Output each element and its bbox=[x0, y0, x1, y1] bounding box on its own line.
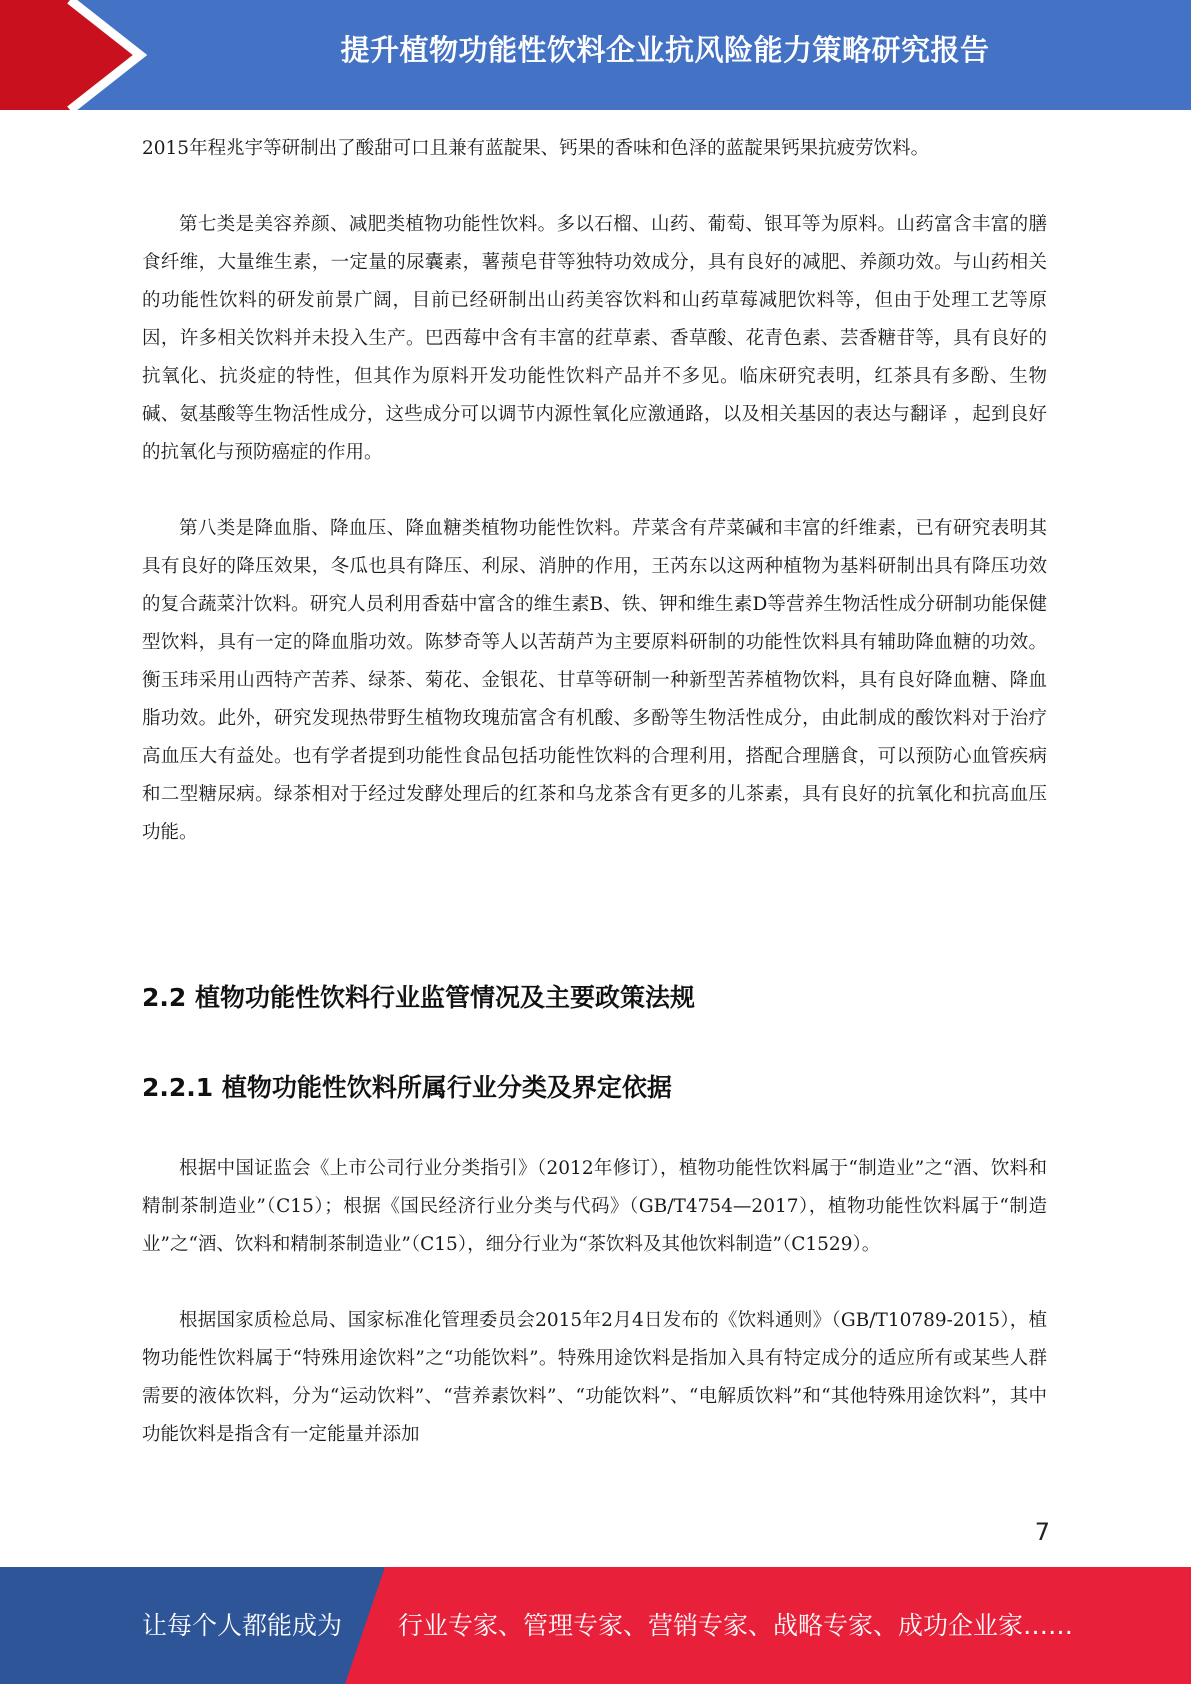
paragraph-category-7: 第七类是美容养颜、减肥类植物功能性饮料。多以石榴、山药、葡萄、银耳等为原料。山药富含丰富的膳食纤维，大量维生素，一定量的尿囊素，薯蓣皂苷等独特功效成分，具有良好的减肥、养颜功效。与山药相关的功能性饮料的研发前景广阔，目前已经研制出山药美容饮料和山药草莓减肥饮料等，但由于处理工艺等原因，许多相关饮料并未投入生产。巴西莓中含有丰富的荭草素、香草酸、花青色素、芸香糖苷等，具有良好的抗氧化、抗炎症的特性，但其作为原料开发功能性饮料产品并不多见。临床研究表明，红茶具有多酚、生物碱、氨基酸等生物活性成分，这些成分可以调节内源性氧化应激通路，以及相关基因的表达与翻译 ，起到良好的抗氧化与预防癌症的作用。 bbox=[142, 214, 1047, 463]
main-content-section-2 bbox=[142, 1150, 1047, 1454]
paragraph-1: 2015年程兆宇等研制出了酸甜可口且兼有蓝靛果、钙果的香味和色泽的蓝靛果钙果抗疲劳饮料。 bbox=[142, 138, 930, 159]
footer-slogan-left: 让每个人都能成为 bbox=[142, 1611, 343, 1640]
page-header bbox=[0, 0, 1191, 110]
section-heading-2-2-1: 2.2.1 植物功能性饮料所属行业分类及界定依据 bbox=[142, 1073, 672, 1102]
page-number: 7 bbox=[1034, 1518, 1050, 1546]
footer-slogan-right: 行业专家、管理专家、营销专家、战略专家、成功企业家…… bbox=[398, 1611, 1074, 1640]
section-heading-2-2: 2.2 植物功能性饮料行业监管情况及主要政策法规 bbox=[142, 983, 695, 1012]
paragraph-category-8: 第八类是降血脂、降血压、降血糖类植物功能性饮料。芹菜含有芹菜碱和丰富的纤维素，已有研究表明其具有良好的降压效果，冬瓜也具有降压、利尿、消肿的作用，王芮东以这两种植物为基料研制出具有降压功效的复合蔬菜汁饮料。研究人员利用香菇中富含的维生素B、铁、钾和维生素D等营养生物活性成分研制功能保健型饮料，具有一定的降血脂功效。陈梦奇等人以苦葫芦为主要原料研制的功能性饮料具有辅助降血糖的功效。衡玉玮采用山西特产苦荞、绿茶、菊花、金银花、甘草等研制一种新型苦荞植物饮料，具有良好降血糖、降血脂功效。此外，研究发现热带野生植物玫瑰茄富含有机酸、多酚等生物活性成分，由此制成的酸饮料对于治疗高血压大有益处。也有学者提到功能性食品包括功能性饮料的合理利用，搭配合理膳食，可以预防心血管疾病和二型糖尿病。绿茶相对于经过发酵处理后的红茶和乌龙茶含有更多的儿茶素，具有良好的抗氧化和抗高血压功能。 bbox=[142, 518, 1047, 843]
paragraph-beverage-standard: 根据国家质检总局、国家标准化管理委员会2015年2月4日发布的《饮料通则》（GB/T10789-2015），植物功能性饮料属于“特殊用途饮料”之“功能饮料”。特殊用途饮料是指加入具有特定成分的适应所有或某些人群需要的液体饮料，分为“运动饮料”、“营养素饮料”、“功能饮料”、“电解质饮料”和“其他特殊用途饮料”，其中功能饮料是指含有一定能量并添加 bbox=[142, 1310, 1047, 1445]
main-content bbox=[142, 130, 1047, 852]
paragraph-industry-classification: 根据中国证监会《上市公司行业分类指引》（2012年修订），植物功能性饮料属于“制造业”之“酒、饮料和精制茶制造业”（C15）；根据《国民经济行业分类与代码》（GB/T4754—2017），植物功能性饮料属于“制造业”之“酒、饮料和精制茶制造业”（C15），细分行业为“茶饮料及其他饮料制造”（C1529）。 bbox=[142, 1158, 1047, 1255]
report-title: 提升植物功能性饮料企业抗风险能力策略研究报告 bbox=[340, 33, 990, 67]
page-footer bbox=[0, 1567, 1191, 1684]
